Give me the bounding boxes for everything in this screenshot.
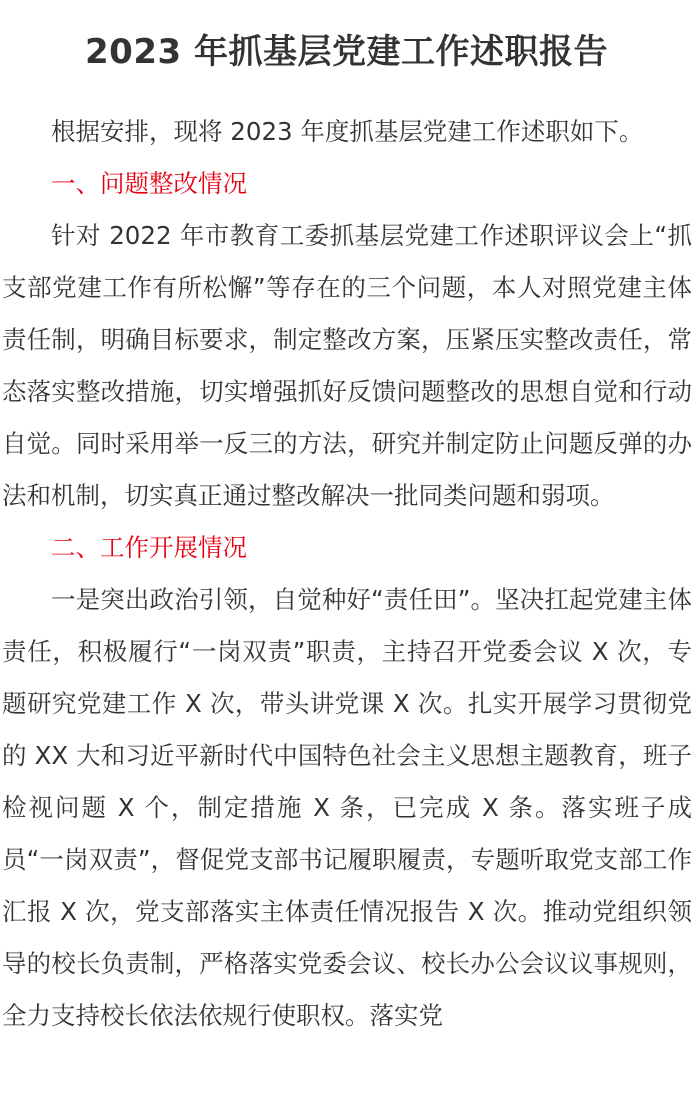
section-heading-2: 二、工作开展情况 (51, 533, 247, 562)
document-body (2, 106, 692, 1042)
intro-paragraph: 根据安排，现将 2023 年度抓基层党建工作述职如下。 (51, 117, 644, 146)
document-title: 2023 年抓基层党建工作述职报告 (85, 32, 608, 72)
section-paragraph-1: 针对 2022 年市教育工委抓基层党建工作述职评议会上“抓支部党建工作有所松懈”等存在的三个问题，本人对照党建主体责任制，明确目标要求，制定整改方案，压紧压实整改责任，常态落实整改措施，切实增强抓好反馈问题整改的思想自觉和行动自觉。同时采用举一反三的方法，研究并制定防止问题反弹的办法和机制，切实真正通过整改解决一批同类问题和弱项。 (2, 221, 692, 510)
section-paragraph-2: 一是突出政治引领，自觉种好“责任田”。坚决扛起党建主体责任，积极履行“一岗双责”职责，主持召开党委会议 X 次，专题研究党建工作 X 次，带头讲党课 X 次。扎实开展学习贯彻党的 XX 大和习近平新时代中国特色社会主义思想主题教育，班子检视问题 X 个，制定措施 X 条，已完成 X 条。落实班子成员“一岗双责”，督促党支部书记履职履责，专题听取党支部工作汇报 X 次，党支部落实主体责任情况报告 X 次。推动党组织领导的校长负责制，严格落实党委会议、校长办公会议议事规则，全力支持校长依法依规行使职权。落实党 (2, 585, 692, 1030)
section-heading-1: 一、问题整改情况 (51, 169, 247, 198)
